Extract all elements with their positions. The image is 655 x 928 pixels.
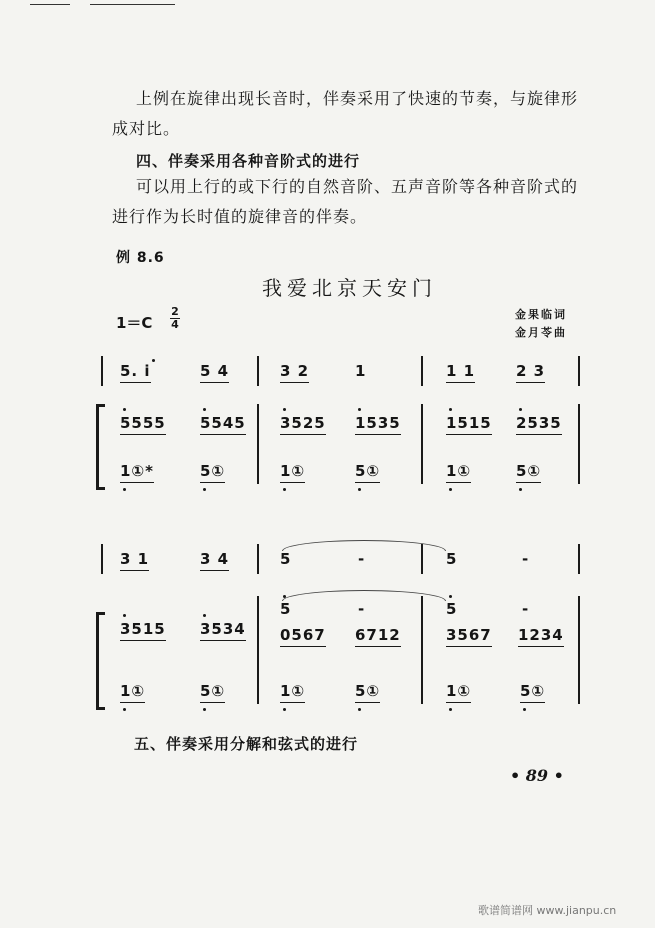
- upper-accomp: 3515: [120, 620, 166, 638]
- upper-accomp: 1515: [446, 414, 492, 432]
- upper-accomp: 3567: [446, 626, 492, 644]
- song-title: 我爱北京天安门: [262, 276, 437, 300]
- octave-dot: [203, 614, 206, 617]
- scan-line-top-right: [90, 4, 175, 5]
- octave-dot: [283, 488, 286, 491]
- upper-sustain: -: [358, 600, 366, 618]
- lower-accomp: 1①: [446, 462, 472, 480]
- melody-note: 3 2: [280, 362, 310, 380]
- key-text: 1＝C: [116, 314, 153, 332]
- melody-note: -: [522, 550, 530, 568]
- page-number: • 89 •: [510, 766, 564, 785]
- lyricist-credit: 金果临词: [515, 308, 567, 321]
- octave-dot: [123, 614, 126, 617]
- melody-note: 3 1: [120, 550, 150, 568]
- key-signature: [116, 312, 152, 333]
- barline: [257, 544, 259, 574]
- lower-accomp: 5①: [200, 462, 226, 480]
- octave-dot: [283, 408, 286, 411]
- section-heading: 五、伴奏采用分解和弦式的进行: [134, 735, 359, 753]
- octave-dot: [523, 708, 526, 711]
- melody-note: 1 1: [446, 362, 476, 380]
- octave-dot: [123, 708, 126, 711]
- octave-dot: [203, 708, 206, 711]
- octave-dot: [449, 408, 452, 411]
- octave-dot: [152, 359, 155, 362]
- upper-accomp: 5555: [120, 414, 166, 432]
- barline: [578, 404, 580, 484]
- upper-accomp: 1535: [355, 414, 401, 432]
- section-heading: 四、伴奏采用各种音阶式的进行: [136, 152, 361, 170]
- upper-accomp: 6712: [355, 626, 401, 644]
- melody-note: 5: [446, 550, 458, 568]
- lower-accomp: 1①: [280, 462, 306, 480]
- barline: [421, 356, 423, 386]
- lower-accomp: 1①: [280, 682, 306, 700]
- octave-dot: [449, 488, 452, 491]
- octave-dot: [358, 708, 361, 711]
- upper-accomp: 2535: [516, 414, 562, 432]
- octave-dot: [283, 595, 286, 598]
- lower-accomp: 1①: [120, 682, 146, 700]
- octave-dot: [449, 708, 452, 711]
- upper-accomp: 3525: [280, 414, 326, 432]
- upper-accomp: 3534: [200, 620, 246, 638]
- paragraph-line: 成对比。: [112, 119, 181, 138]
- melody-note: 3 4: [200, 550, 230, 568]
- melody-note: 2 3: [516, 362, 546, 380]
- melody-note: 5: [280, 550, 292, 568]
- octave-dot: [358, 408, 361, 411]
- octave-dot: [519, 488, 522, 491]
- composer-credit: 金月苓曲: [515, 326, 567, 339]
- system-brace: [96, 404, 105, 490]
- barline: [578, 544, 580, 574]
- barline: [257, 356, 259, 386]
- octave-dot: [123, 408, 126, 411]
- lower-accomp: 5①: [520, 682, 546, 700]
- octave-dot: [519, 408, 522, 411]
- paragraph-line: 上例在旋律出现长音时，伴奏采用了快速的节奏，与旋律形: [136, 89, 579, 108]
- lower-accomp: 1①: [446, 682, 472, 700]
- lower-accomp: 5①: [200, 682, 226, 700]
- barline: [421, 404, 423, 484]
- octave-dot: [123, 488, 126, 491]
- barline: [578, 356, 580, 386]
- barline: [421, 596, 423, 704]
- melody-note: 1: [355, 362, 367, 380]
- paragraph-line: 可以用上行的或下行的自然音阶、五声音阶等各种音阶式的: [136, 177, 579, 196]
- upper-sustain: 5: [446, 600, 458, 618]
- melody-note: 5 4: [200, 362, 230, 380]
- upper-accomp: 5545: [200, 414, 246, 432]
- time-numerator: 2: [171, 305, 179, 318]
- scan-line-top-left: [30, 4, 70, 5]
- time-signature: [170, 306, 180, 331]
- upper-accomp: 0567: [280, 626, 326, 644]
- octave-dot: [283, 708, 286, 711]
- lower-accomp: 5①: [516, 462, 542, 480]
- octave-dot: [358, 488, 361, 491]
- watermark-text: 歌谱简谱网 www.jianpu.cn: [478, 904, 617, 917]
- octave-dot: [203, 408, 206, 411]
- barline: [257, 404, 259, 484]
- barline: [101, 544, 103, 574]
- lower-accomp: 5①: [355, 462, 381, 480]
- barline: [101, 356, 103, 386]
- melody-note: -: [358, 550, 366, 568]
- barline: [257, 596, 259, 704]
- upper-sustain: 5: [280, 600, 292, 618]
- paragraph-line: 进行作为长时值的旋律音的伴奏。: [112, 207, 368, 226]
- octave-dot: [203, 488, 206, 491]
- lower-accomp: 1①*: [120, 462, 154, 480]
- barline: [578, 596, 580, 704]
- time-denominator: 4: [171, 318, 179, 331]
- octave-dot: [449, 595, 452, 598]
- upper-accomp: 1234: [518, 626, 564, 644]
- example-label: 例 8.6: [116, 250, 165, 266]
- melody-note: 5. i: [120, 362, 151, 380]
- upper-sustain: -: [522, 600, 530, 618]
- system-brace: [96, 612, 105, 710]
- lower-accomp: 5①: [355, 682, 381, 700]
